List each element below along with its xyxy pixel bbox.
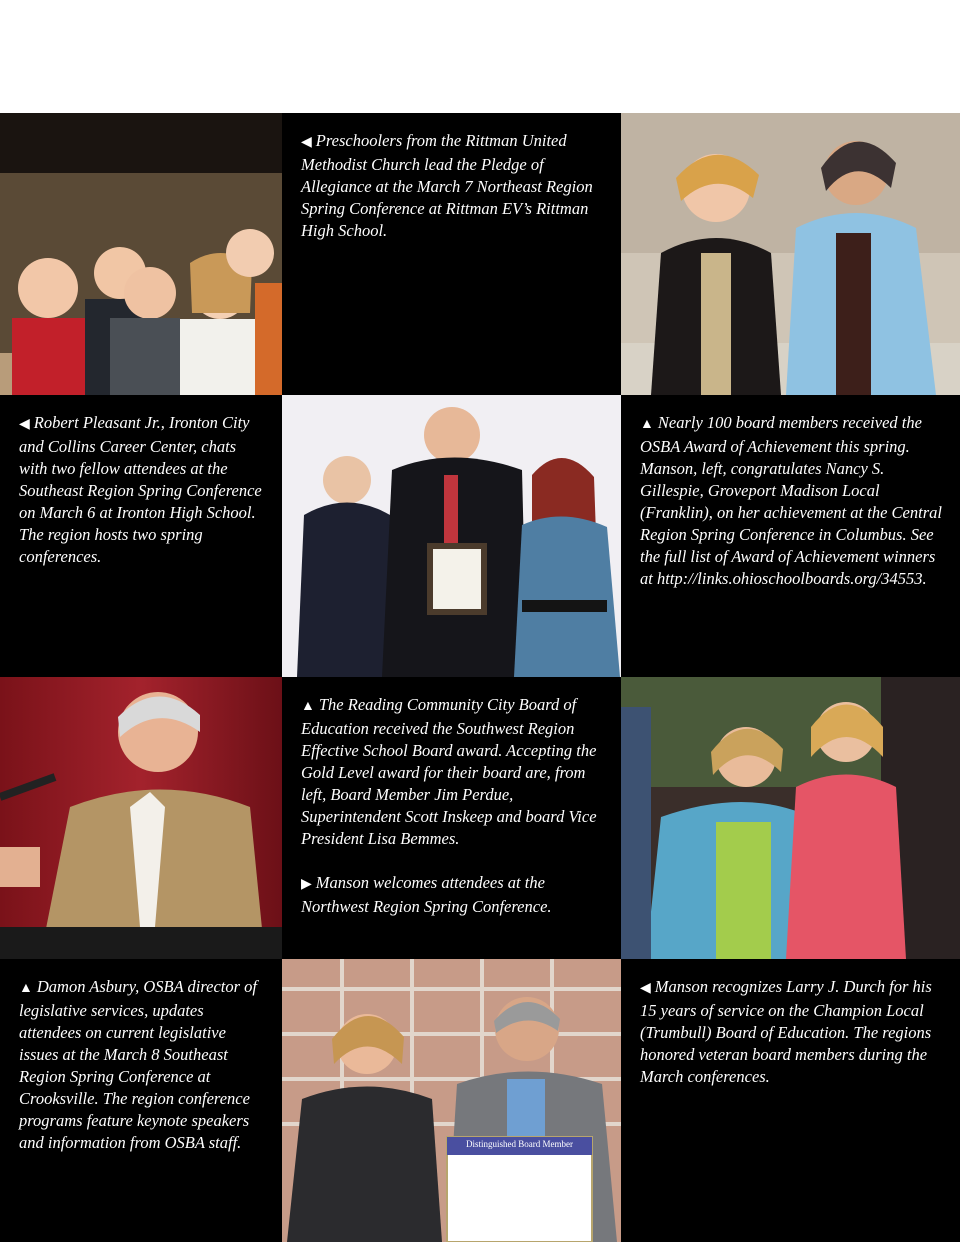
photo-gillespie — [621, 113, 960, 395]
right-arrow-icon: ▶ — [301, 877, 312, 892]
photo-durch — [282, 959, 621, 1242]
left-arrow-icon: ◀ — [301, 135, 312, 150]
caption-text: Manson welcomes attendees at the Northwest Region Spring Conference. — [301, 873, 552, 916]
caption-text: Manson recognizes Larry J. Durch for his 15 years of service on the Champion Local (Trumbull) Board of Education. The regions honored veteran board members during the March conferences. — [640, 977, 932, 1086]
caption-reading-and-welcome — [282, 677, 621, 959]
photo-caption-grid — [0, 113, 960, 1242]
photo-preschoolers — [0, 113, 282, 395]
caption-gillespie — [621, 395, 960, 677]
caption-text: Preschoolers from the Rittman United Methodist Church lead the Pledge of Allegiance at the March 7 Northeast Region Spring Conference at Rittman EV’s Rittman High School. — [301, 131, 593, 240]
caption-text: Nearly 100 board members received the OSBA Award of Achievement this spring. Manson, left, congratulates Nancy S. Gillespie, Groveport Madison Local (Franklin), on her achievement at the Central Region Spring Conference in Columbus. See the full list of Award of Achievement winners at http://links.ohioschoolboards.org/34553. — [640, 413, 942, 588]
left-arrow-icon: ◀ — [640, 981, 651, 996]
photo-manson-welcome — [621, 677, 960, 959]
caption-asbury — [0, 959, 282, 1242]
caption-durch — [621, 959, 960, 1242]
photo-asbury — [0, 677, 282, 959]
caption-text: Robert Pleasant Jr., Ironton City and Collins Career Center, chats with two fellow attendees at the Southeast Region Spring Conference on March 6 at Ironton High School. The region hosts two spring conferences. — [19, 413, 262, 566]
left-arrow-icon: ◀ — [19, 417, 30, 432]
caption-pleasant — [0, 395, 282, 677]
caption-preschoolers — [282, 113, 621, 395]
photo-reading-board — [282, 395, 621, 677]
caption-text: The Reading Community City Board of Education received the Southwest Region Effective School Board award. Accepting the Gold Level award for their board are, from left, Board Member Jim Perdue, Superintendent Scott Inskeep and board Vice President Lisa Bemmes. — [301, 695, 597, 848]
up-arrow-icon: ▲ — [19, 981, 33, 996]
up-arrow-icon: ▲ — [301, 699, 315, 714]
up-arrow-icon: ▲ — [640, 417, 654, 432]
caption-text: Damon Asbury, OSBA director of legislative services, updates attendees on current legislative issues at the March 8 Southeast Region Spring Conference at Crooksville. The region conference programs feature keynote speakers and information from OSBA staff. — [19, 977, 258, 1152]
certificate-title: Distinguished Board Member — [466, 1139, 573, 1149]
